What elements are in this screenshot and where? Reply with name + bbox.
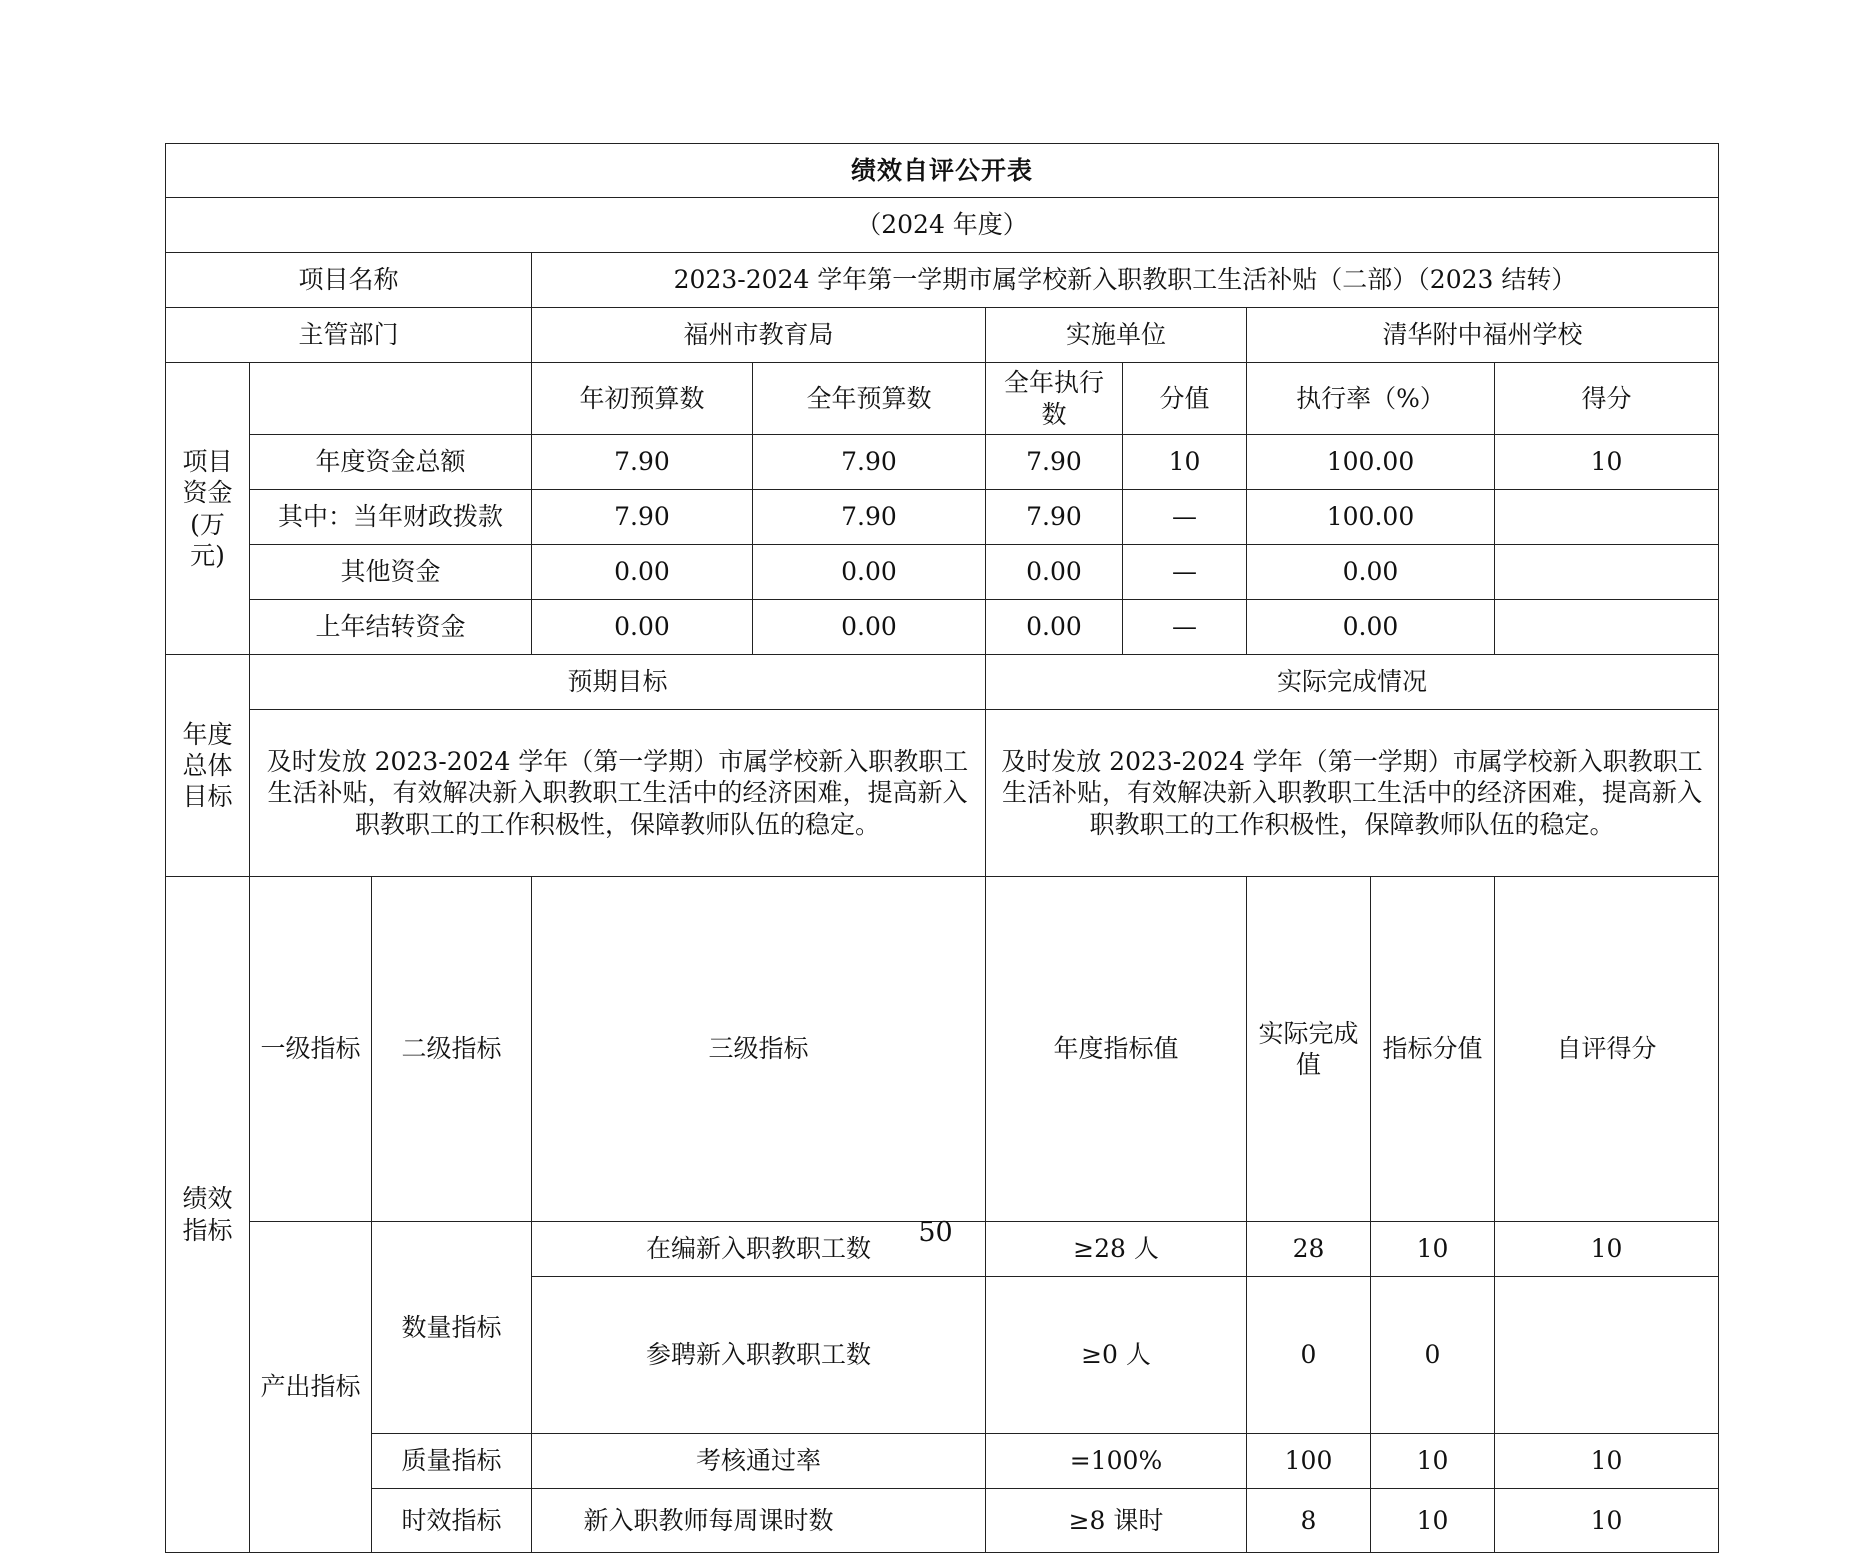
funds-initial: 0.00 [532, 545, 753, 600]
funds-header-executed: 全年执行数 [986, 363, 1123, 435]
funds-executed: 0.00 [986, 600, 1123, 655]
perf-level1: 产出指标 [250, 1221, 372, 1552]
perf-level3: 在编新入职教职工数 [532, 1221, 986, 1276]
department-value: 福州市教育局 [532, 308, 986, 363]
perf-level2: 时效指标 [372, 1489, 532, 1553]
funds-header-blank [250, 363, 532, 435]
perf-target: ≥8 课时 [986, 1489, 1247, 1553]
perf-weight: 10 [1371, 1221, 1495, 1276]
funds-score: 10 [1495, 435, 1719, 490]
perf-header-level3: 三级指标 [532, 877, 986, 1222]
funds-score-value: — [1123, 545, 1247, 600]
funds-initial: 7.90 [532, 490, 753, 545]
perf-actual: 0 [1247, 1276, 1371, 1433]
funds-header-score-value: 分值 [1123, 363, 1247, 435]
project-name-label: 项目名称 [166, 253, 532, 308]
perf-level3: 考核通过率 [532, 1434, 986, 1489]
funds-header-rate: 执行率（%） [1247, 363, 1495, 435]
table-title: 绩效自评公开表 [166, 144, 1719, 198]
funds-rate: 0.00 [1247, 600, 1495, 655]
perf-target: ≥28 人 [986, 1221, 1247, 1276]
funds-row-label: 其他资金 [250, 545, 532, 600]
project-name-value: 2023-2024 学年第一学期市属学校新入职教职工生活补贴（二部）（2023 结转） [532, 253, 1719, 308]
perf-header-actual: 实际完成值 [1247, 877, 1371, 1222]
actual-result-label: 实际完成情况 [986, 655, 1719, 710]
perf-score [1495, 1276, 1719, 1433]
perf-level3: 新入职教师每周课时数 [532, 1489, 986, 1553]
expected-goal-text: 及时发放 2023-2024 学年（第一学期）市属学校新入职教职工生活补贴，有效解决新入职教职工生活中的经济困难，提高新入职教职工的工作积极性，保障教师队伍的稳定。 [250, 710, 986, 877]
funds-row-label: 年度资金总额 [250, 435, 532, 490]
table-row [166, 600, 1719, 655]
implementing-unit-label: 实施单位 [986, 308, 1247, 363]
funds-score-value: 10 [1123, 435, 1247, 490]
perf-target: ≥0 人 [986, 1276, 1247, 1433]
perf-target: =100% [986, 1434, 1247, 1489]
perf-level3: 参聘新入职教职工数 [532, 1276, 986, 1433]
funds-executed: 7.90 [986, 490, 1123, 545]
perf-header-weight: 指标分值 [1371, 877, 1495, 1222]
funds-section-label: 项目资金(万元) [166, 363, 250, 655]
perf-actual: 8 [1247, 1489, 1371, 1553]
performance-self-evaluation-table [165, 143, 1719, 1553]
funds-rate: 100.00 [1247, 435, 1495, 490]
page-number: 50 [918, 1217, 953, 1248]
perf-actual: 100 [1247, 1434, 1371, 1489]
expected-goal-label: 预期目标 [250, 655, 986, 710]
funds-score [1495, 545, 1719, 600]
funds-executed: 7.90 [986, 435, 1123, 490]
perf-level2: 质量指标 [372, 1434, 532, 1489]
perf-header-level1: 一级指标 [250, 877, 372, 1222]
department-label: 主管部门 [166, 308, 532, 363]
goals-section-label: 年度总体目标 [166, 655, 250, 877]
funds-row-label: 其中：当年财政拨款 [250, 490, 532, 545]
table-row [166, 1434, 1719, 1489]
actual-result-text: 及时发放 2023-2024 学年（第一学期）市属学校新入职教职工生活补贴，有效解决新入职教职工生活中的经济困难，提高新入职教职工的工作积极性，保障教师队伍的稳定。 [986, 710, 1719, 877]
funds-row-label: 上年结转资金 [250, 600, 532, 655]
table-row [166, 1489, 1719, 1553]
funds-executed: 0.00 [986, 545, 1123, 600]
funds-initial: 0.00 [532, 600, 753, 655]
funds-header-score: 得分 [1495, 363, 1719, 435]
year-note: （2024 年度） [166, 198, 1719, 253]
perf-level2: 数量指标 [372, 1221, 532, 1433]
perf-weight: 10 [1371, 1489, 1495, 1553]
funds-annual: 7.90 [753, 435, 986, 490]
funds-score [1495, 490, 1719, 545]
funds-annual: 0.00 [753, 600, 986, 655]
perf-header-level2: 二级指标 [372, 877, 532, 1222]
perf-weight: 10 [1371, 1434, 1495, 1489]
perf-score: 10 [1495, 1221, 1719, 1276]
funds-score [1495, 600, 1719, 655]
performance-section-label: 绩效指标 [166, 877, 250, 1553]
implementing-unit-value: 清华附中福州学校 [1247, 308, 1719, 363]
perf-actual: 28 [1247, 1221, 1371, 1276]
funds-score-value: — [1123, 600, 1247, 655]
funds-rate: 0.00 [1247, 545, 1495, 600]
funds-initial: 7.90 [532, 435, 753, 490]
table-row [166, 490, 1719, 545]
funds-annual: 0.00 [753, 545, 986, 600]
funds-header-annual: 全年预算数 [753, 363, 986, 435]
perf-header-target: 年度指标值 [986, 877, 1247, 1222]
funds-header-initial: 年初预算数 [532, 363, 753, 435]
funds-rate: 100.00 [1247, 490, 1495, 545]
funds-score-value: — [1123, 490, 1247, 545]
funds-annual: 7.90 [753, 490, 986, 545]
perf-score: 10 [1495, 1489, 1719, 1553]
perf-score: 10 [1495, 1434, 1719, 1489]
perf-header-score: 自评得分 [1495, 877, 1719, 1222]
perf-weight: 0 [1371, 1276, 1495, 1433]
table-row [166, 545, 1719, 600]
table-row [166, 435, 1719, 490]
